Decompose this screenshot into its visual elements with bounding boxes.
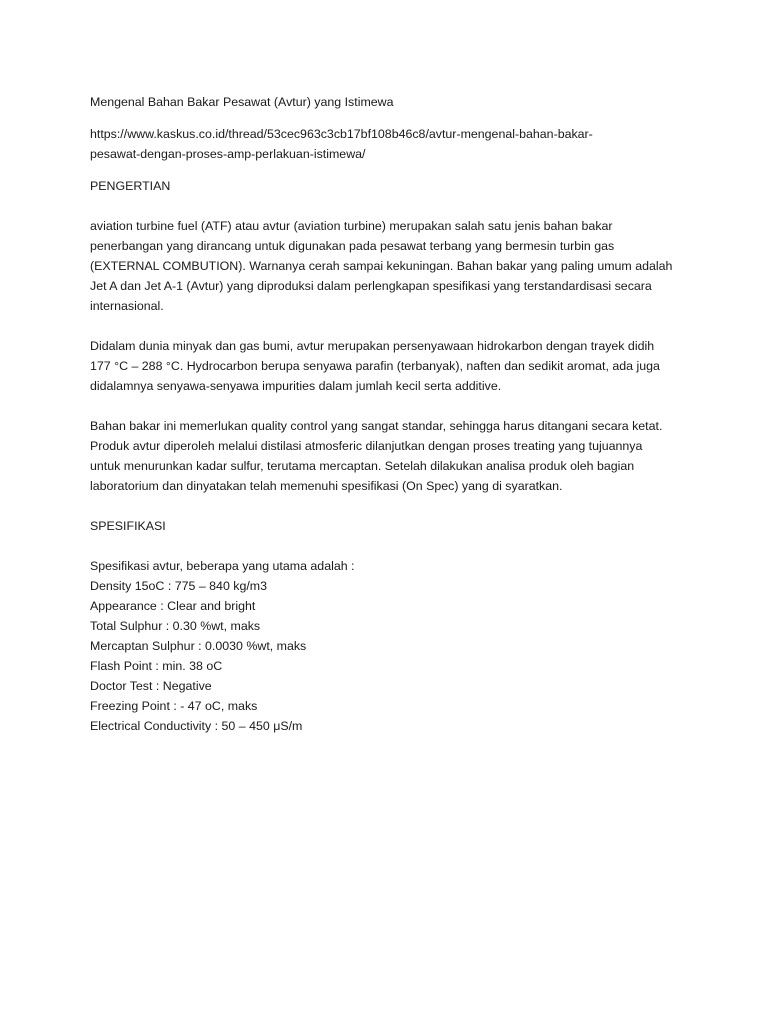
paragraph-composition bbox=[90, 336, 680, 396]
paragraph-line: (EXTERNAL COMBUTION). Warnanya cerah sampai kekuningan. Bahan bakar yang paling umum adalah bbox=[90, 259, 673, 273]
paragraph-quality-control bbox=[90, 416, 680, 496]
spec-item-freezing-point: Freezing Point : - 47 oC, maks bbox=[90, 699, 258, 713]
paragraph-line: didalamnya senyawa-senyawa impurities dalam jumlah kecil serta additive. bbox=[90, 379, 502, 393]
source-url-line: https://www.kaskus.co.id/thread/53cec963c3cb17bf108b46c8/avtur-mengenal-bahan-bakar- bbox=[90, 127, 593, 141]
paragraph-line: aviation turbine fuel (ATF) atau avtur (aviation turbine) merupakan salah satu jenis bahan bakar bbox=[90, 219, 613, 233]
spec-item-density: Density 15oC : 775 – 840 kg/m3 bbox=[90, 579, 268, 593]
spec-item-flash-point: Flash Point : min. 38 oC bbox=[90, 659, 223, 673]
document-page bbox=[90, 92, 680, 736]
specification-list bbox=[90, 556, 680, 736]
spec-intro: Spesifikasi avtur, beberapa yang utama adalah : bbox=[90, 559, 355, 573]
spec-item-electrical-conductivity: Electrical Conductivity : 50 – 450 μS/m bbox=[90, 719, 303, 733]
paragraph-line: untuk menurunkan kadar sulfur, terutama mercaptan. Setelah dilakukan analisa produk oleh bagian bbox=[90, 459, 635, 473]
spec-item-total-sulphur: Total Sulphur : 0.30 %wt, maks bbox=[90, 619, 261, 633]
heading-pengertian: PENGERTIAN bbox=[90, 179, 171, 193]
paragraph-line: Bahan bakar ini memerlukan quality control yang sangat standar, sehingga harus ditangani secara ketat. bbox=[90, 419, 663, 433]
source-url bbox=[90, 124, 680, 164]
heading-spesifikasi: SPESIFIKASI bbox=[90, 519, 166, 533]
paragraph-definition bbox=[90, 216, 680, 316]
spec-item-appearance: Appearance : Clear and bright bbox=[90, 599, 256, 613]
paragraph-line: Jet A dan Jet A-1 (Avtur) yang diproduksi dalam perlengkapan spesifikasi yang terstandardisasi secara bbox=[90, 279, 652, 293]
paragraph-line: laboratorium dan dinyatakan telah memenuhi spesifikasi (On Spec) yang di syaratkan. bbox=[90, 479, 563, 493]
paragraph-line: internasional. bbox=[90, 299, 164, 313]
spec-item-doctor-test: Doctor Test : Negative bbox=[90, 679, 212, 693]
paragraph-line: 177 °C – 288 °C. Hydrocarbon berupa senyawa parafin (terbanyak), naften dan sedikit aromat, ada juga bbox=[90, 359, 660, 373]
paragraph-line: Produk avtur diperoleh melalui distilasi atmosferic dilanjutkan dengan proses treating yang tujuannya bbox=[90, 439, 643, 453]
source-url-line: pesawat-dengan-proses-amp-perlakuan-istimewa/ bbox=[90, 147, 366, 161]
document-title: Mengenal Bahan Bakar Pesawat (Avtur) yang Istimewa bbox=[90, 95, 394, 109]
paragraph-line: Didalam dunia minyak dan gas bumi, avtur merupakan persenyawaan hidrokarbon dengan trayek didih bbox=[90, 339, 655, 353]
paragraph-line: penerbangan yang dirancang untuk digunakan pada pesawat terbang yang bermesin turbin gas bbox=[90, 239, 615, 253]
spec-item-mercaptan-sulphur: Mercaptan Sulphur : 0.0030 %wt, maks bbox=[90, 639, 307, 653]
